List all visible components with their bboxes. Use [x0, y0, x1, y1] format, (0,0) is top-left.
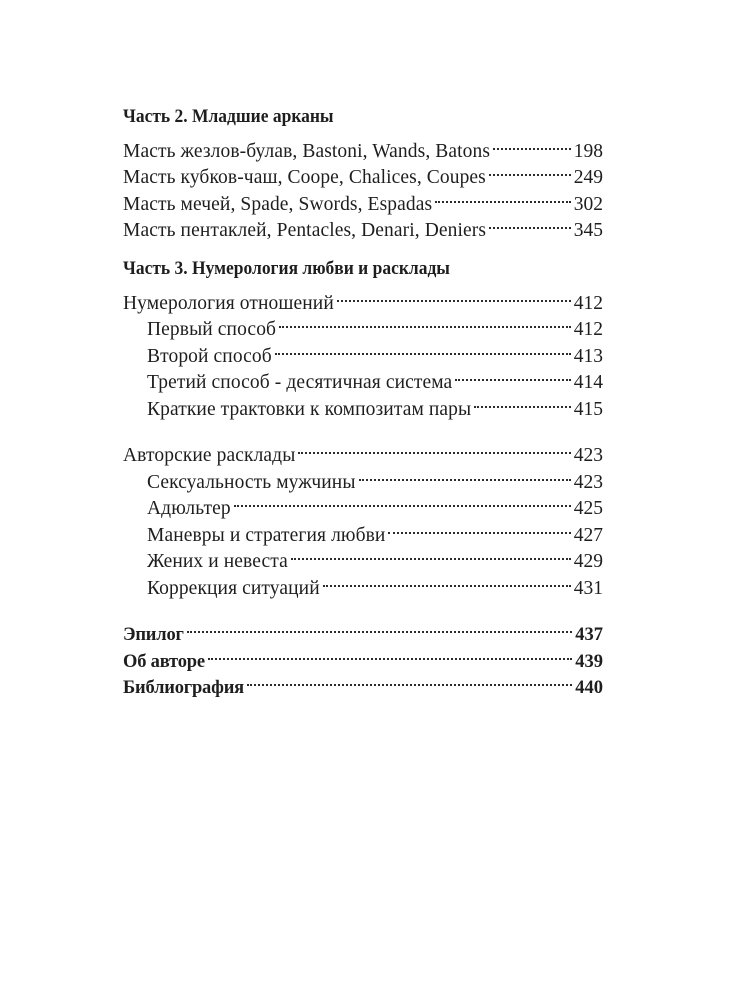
toc-entry-label: Краткие трактовки к композитам пары	[147, 398, 472, 420]
toc-entry-label: Второй способ	[147, 345, 272, 367]
dot-leader	[291, 541, 571, 568]
back-matter-section	[123, 614, 603, 698]
toc-entry-page: 415	[573, 398, 603, 420]
dot-leader	[337, 282, 571, 309]
table-of-contents	[123, 104, 603, 698]
toc-entry-page: 413	[573, 345, 603, 367]
layouts-section	[123, 435, 603, 599]
toc-entry-page: 423	[573, 445, 603, 466]
toc-entry	[123, 130, 603, 162]
part-3-section	[123, 256, 603, 420]
part-2-section	[123, 104, 603, 241]
dot-leader	[247, 667, 572, 694]
dot-leader	[489, 210, 571, 237]
toc-entry-label: Жених и невеста	[147, 551, 288, 572]
dot-leader	[323, 567, 571, 594]
toc-entry-page: 439	[575, 651, 603, 672]
toc-entry-label: Масть пентаклей, Pentacles, Denari, Deniers	[123, 220, 487, 241]
dot-leader	[489, 157, 571, 184]
toc-entry-page: 431	[573, 577, 603, 599]
dot-leader	[388, 514, 570, 541]
toc-entry-label: Эпилог	[123, 625, 184, 645]
dot-leader	[455, 362, 570, 389]
toc-entry-page: 437	[575, 625, 603, 645]
toc-entry-label: Библиография	[123, 678, 244, 698]
toc-entry-page: 427	[573, 524, 603, 546]
toc-entry-page: 429	[573, 551, 603, 572]
toc-entry-page: 440	[575, 678, 603, 698]
toc-entry-page: 412	[573, 292, 603, 314]
toc-entry-label: Масть жезлов-булав, Bastoni, Wands, Batons	[123, 140, 491, 162]
toc-entry	[123, 282, 603, 314]
toc-entry-page: 423	[573, 471, 603, 493]
toc-entry-page: 302	[573, 193, 603, 215]
toc-entry-page: 425	[573, 498, 603, 519]
toc-entry-label: Адюльтер	[147, 498, 231, 519]
toc-entry-page: 345	[573, 220, 603, 241]
toc-entry-about-author	[123, 640, 603, 672]
toc-entry-label: Масть кубков-чаш, Coope, Chalices, Coupes	[123, 167, 486, 188]
toc-entry-label: Сексуальность мужчины	[147, 471, 356, 493]
toc-entry-epilogue	[123, 614, 603, 645]
toc-entry-page: 198	[573, 140, 603, 162]
toc-entry-label: Авторские расклады	[123, 445, 296, 466]
toc-entry	[123, 435, 603, 466]
toc-entry-page: 249	[573, 167, 603, 188]
dot-leader	[208, 640, 572, 667]
dot-leader	[275, 335, 571, 362]
toc-entry-page: 414	[573, 372, 603, 393]
toc-entry-label: Первый способ	[147, 319, 277, 340]
dot-leader	[493, 130, 571, 157]
toc-entry-label: Маневры и стратегия любви	[147, 524, 386, 546]
part-3-heading: Часть 3. Нумерология любви и расклады	[123, 258, 450, 279]
dot-leader	[435, 183, 571, 210]
dot-leader	[474, 388, 571, 415]
dot-leader	[298, 435, 570, 462]
toc-entry-label: Третий способ - десятичная система	[147, 372, 453, 393]
dot-leader	[234, 488, 571, 515]
dot-leader	[359, 461, 571, 488]
toc-entry-page: 412	[573, 319, 603, 340]
toc-entry-label: Коррекция ситуаций	[147, 577, 320, 599]
toc-entry-label: Об авторе	[123, 651, 205, 672]
dot-leader	[187, 614, 573, 641]
part-2-heading: Часть 2. Младшие арканы	[123, 106, 334, 127]
toc-entry-label: Нумерология отношений	[123, 292, 334, 314]
dot-leader	[279, 309, 571, 336]
toc-entry-label: Масть мечей, Spade, Swords, Espadas	[123, 193, 433, 215]
